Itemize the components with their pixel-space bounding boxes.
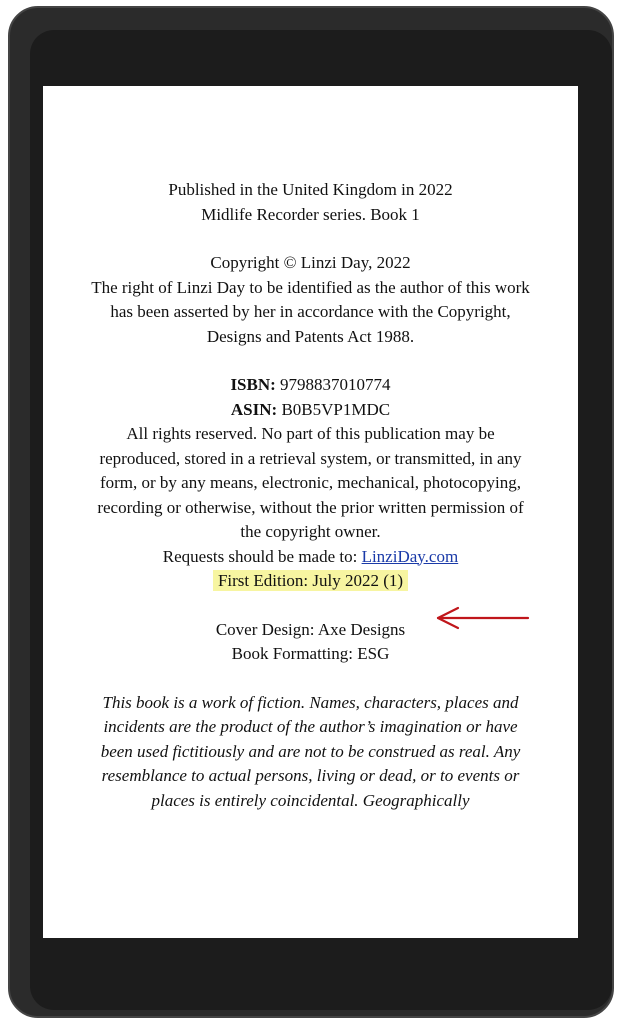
red-arrow-annotation: [432, 606, 532, 630]
cover-design-line: Cover Design: Axe Designs: [215, 619, 406, 639]
author-rights-text: The right of Linzi Day to be identified as the author of this work has been asserted by her in accordance with the Copyright, Designs and Patents Act 1988.: [91, 277, 530, 346]
copyright-page: [43, 178, 578, 813]
formatting-line: Book Formatting: ESG: [231, 644, 390, 663]
edition-highlight: First Edition: July 2022 (1): [213, 570, 408, 591]
asin-value: B0B5VP1MDC: [277, 399, 391, 419]
rights-reserved-text: All rights reserved. No part of this publication may be reproduced, stored in a retrieval system, or transmitted, in any form, or by any means, electronic, mechanical, photocopying, recording or otherwise, without the prior written permission of the copyright owner.: [97, 424, 524, 541]
publication-info: [43, 178, 578, 227]
identifiers: [43, 373, 578, 594]
isbn-line: [43, 373, 578, 398]
edition-line: [43, 569, 578, 594]
isbn-value: 9798837010774: [275, 375, 391, 394]
copyright-line: Copyright © Linzi Day, 2022: [210, 253, 411, 272]
ereader-screen[interactable]: [43, 86, 578, 938]
fiction-disclaimer: This book is a work of fiction. Names, characters, places and incidents are the product of the author’s imagination or have been used fictitiously and are not to be construed as real. Any resemblance to actual persons, living or dead, or to events or places is entirely coincidental. Geographically: [100, 692, 521, 810]
asin-line: [43, 398, 578, 423]
isbn-label: ISBN:: [230, 375, 276, 394]
asin-label: ASIN:: [230, 399, 278, 419]
requests-prefix: Requests should be made to:: [162, 546, 362, 566]
published-line: Published in the United Kingdom in 2022: [168, 180, 453, 199]
copyright-info: [43, 251, 578, 349]
author-website-link[interactable]: LinziDay.com: [361, 546, 459, 566]
requests-line: [43, 545, 578, 570]
series-line: Midlife Recorder series. Book 1: [201, 204, 420, 224]
